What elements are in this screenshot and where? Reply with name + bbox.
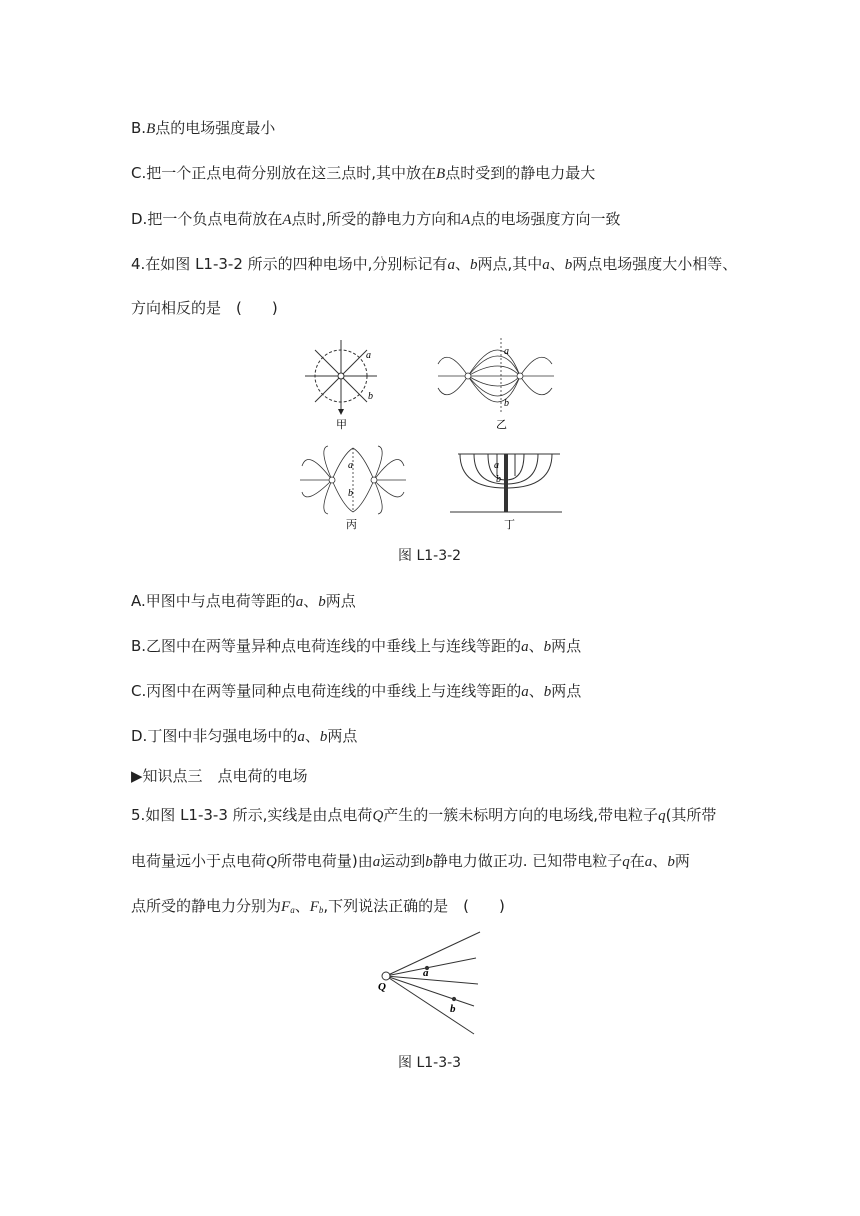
q3-option-d: D.把一个负点电荷放在A点时,所受的静电力方向和A点的电场强度方向一致 [131,210,621,228]
fig-jia-label-a: a [366,350,371,361]
q4-option-a: A.甲图中与点电荷等距的a、b两点 [131,592,356,610]
fig-bing-caption: 丙 [346,518,357,531]
diagram-ding [450,454,562,512]
fig-jia-label-b: b [368,391,373,402]
fig-l1-3-3-label-a: a [423,967,429,979]
fig-l1-3-3-label-b: b [450,1003,456,1015]
figure-caption-l1-3-3: 图 L1-3-3 [398,1055,462,1071]
q3-option-c: C.把一个正点电荷分别放在这三点时,其中放在B点时受到的静电力最大 [131,164,596,182]
triangle-marker-icon: ▶ [131,767,143,785]
fig-ding-caption: 丁 [504,518,515,531]
diagram-bing [300,446,406,514]
q5-stem-line1: 5.如图 L1-3-3 所示,实线是由点电荷Q产生的一簇未标明方向的电场线,带电粒子q(其所带 [131,806,717,824]
fig-yi-label-a: a [504,346,509,357]
q4-stem-line2: 方向相反的是 ( ) [131,299,278,317]
q5-stem-line2: 电荷量远小于点电荷Q所带电荷量)由a运动到b静电力做正功. 已知带电粒子q在a、b两 [131,852,690,870]
diagram-yi [438,338,554,414]
q4-option-d: D.丁图中非匀强电场中的a、b两点 [131,727,358,745]
section-header: ▶知识点三 点电荷的电场 [131,767,308,785]
figure-caption-l1-3-2: 图 L1-3-2 [398,548,462,564]
fig-bing-label-a: a [348,460,353,471]
q4-option-b: B.乙图中在两等量异种点电荷连线的中垂线上与连线等距的a、b两点 [131,637,582,655]
q5-stem-line3: 点所受的静电力分别为$F_a$、$F_b$,下列说法正确的是 ( ) [131,897,505,915]
fig-yi-label-b: b [504,398,509,409]
fig-ding-label-a: a [494,460,499,471]
fig-yi-caption: 乙 [496,418,507,431]
q3-option-b: B.B点的电场强度最小 [131,119,276,137]
fig-bing-label-b: b [348,488,353,499]
q4-stem-line1: 4.在如图 L1-3-2 所示的四种电场中,分别标记有a、b两点,其中a、b两点电场强度大小相等、 [131,255,738,273]
q4-option-c: C.丙图中在两等量同种点电荷连线的中垂线上与连线等距的a、b两点 [131,682,582,700]
figure-l1-3-2 [298,336,562,532]
fig-ding-label-b: b [496,474,501,485]
figure-l1-3-3 [370,926,490,1040]
fig-l1-3-3-label-q: Q [378,981,386,993]
fig-jia-caption: 甲 [336,418,347,431]
